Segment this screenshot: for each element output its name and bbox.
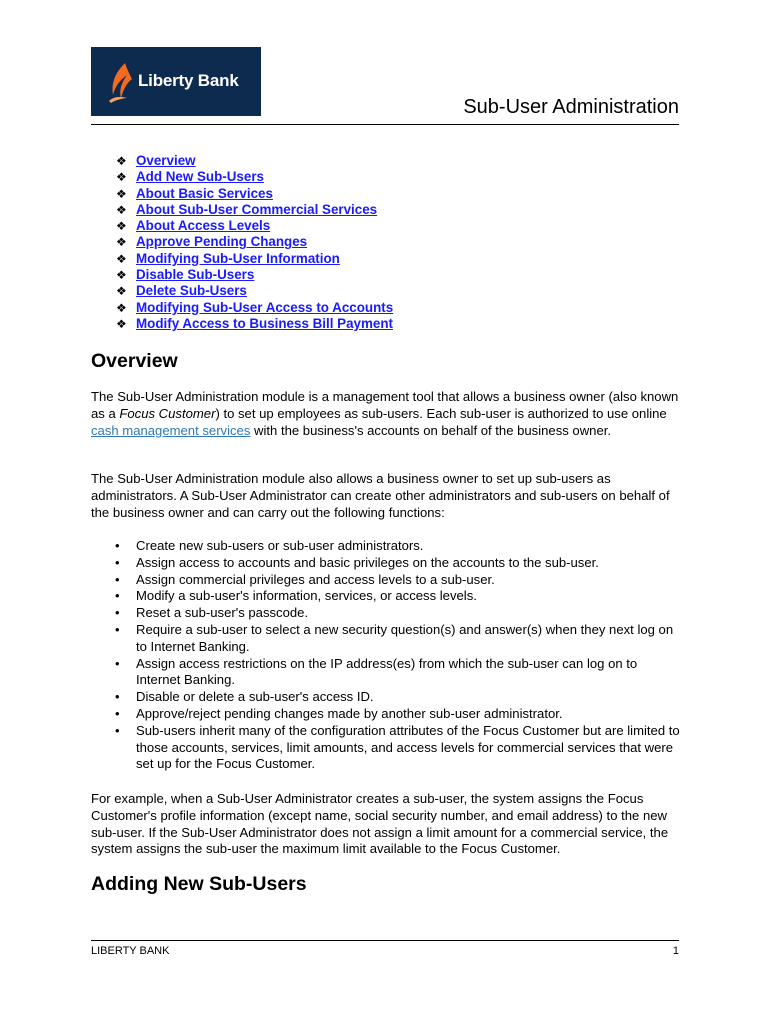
document-title: Sub-User Administration [463,96,679,118]
overview-paragraph-3: For example, when a Sub-User Administrator creates a sub-user, the system assigns the Focus Customer's profile information (except name, social security number, and email address) to the new sub-user. If the Sub-User Administrator does not assign a limit amount for a commercial service, the system assigns the sub-user the maximum limit available to the Focus Customer. [91,791,669,857]
diamond-bullet-icon: ❖ [116,202,127,217]
toc-link-overview[interactable]: Overview [136,153,196,168]
list-item: • Assign commercial privileges and access levels to a sub-user. [91,572,683,589]
toc-link-basic-services[interactable]: About Basic Services [136,185,273,201]
text-run: with the business's accounts on behalf of the business owner. [250,422,612,438]
list-item: • Reset a sub-user's passcode. [91,605,683,622]
list-item: • Modify a sub-user's information, services, or access levels. [91,588,683,605]
liberty-bank-logo [91,47,261,116]
page-number: 1 [672,945,679,957]
toc-link-modifying-info[interactable]: Modifying Sub-User Information [136,250,340,266]
toc-link-access-accounts[interactable]: Modifying Sub-User Access to Accounts [136,299,394,315]
toc-item [116,186,393,202]
toc-item [116,316,393,332]
list-item: • Create new sub-users or sub-user administrators. [91,538,683,555]
footer-bank-name: LIBERTY BANK [91,945,170,957]
flame-logo-icon [105,61,133,103]
diamond-bullet-icon: ❖ [116,316,127,331]
footer-divider [91,940,679,941]
toc-link-delete[interactable]: Delete Sub-Users [136,283,247,299]
title-divider [91,124,679,125]
list-item: • Assign access restrictions on the IP address(es) from which the sub-user can log on to Internet Banking. [91,656,683,690]
table-of-contents [116,153,393,332]
overview-heading: Overview [91,350,178,372]
diamond-bullet-icon: ❖ [116,186,127,201]
toc-item [116,300,393,316]
toc-item [116,153,393,169]
text-run: The Sub-User Administration module is a management tool that allows a business owner (also known as a [91,389,679,421]
toc-link-approve-pending[interactable]: Approve Pending Changes [136,234,308,250]
toc-item [116,251,393,267]
list-item: • Assign access to accounts and basic privileges on the accounts to the sub-user. [91,555,683,572]
adding-sub-users-heading: Adding New Sub-Users [91,873,307,895]
overview-paragraph-2: The Sub-User Administration module also allows a business owner to set up sub-users as administrators. A Sub-User Administrator can create other administrators and sub-users on behalf of the business owner and can carry out the following functions: [91,471,670,520]
toc-item [116,218,393,234]
cash-management-link[interactable]: cash management services [91,422,251,438]
toc-link-add-new-sub-users[interactable]: Add New Sub-Users [136,169,264,185]
toc-item [116,234,393,250]
diamond-bullet-icon: ❖ [116,219,127,234]
list-item: • Approve/reject pending changes made by another sub-user administrator. [91,706,683,723]
functions-list [91,538,683,773]
list-item: • Require a sub-user to select a new security question(s) and answer(s) when they next log on to Internet Banking. [91,622,683,656]
toc-item [116,283,393,299]
diamond-bullet-icon: ❖ [116,235,127,250]
diamond-bullet-icon: ❖ [116,268,127,283]
diamond-bullet-icon: ❖ [116,170,127,185]
toc-item [116,267,393,283]
toc-link-bill-payment[interactable]: Modify Access to Business Bill Payment [136,315,393,331]
toc-link-disable[interactable]: Disable Sub-Users [136,267,255,283]
overview-paragraph-1 [91,389,683,439]
diamond-bullet-icon: ❖ [116,300,127,315]
diamond-bullet-icon: ❖ [116,154,127,168]
list-item: • Sub-users inherit many of the configuration attributes of the Focus Customer but are limited to those accounts, services, limit amounts, and access levels for commercial services that were set up for the Focus Customer. [91,723,683,773]
toc-link-commercial-services[interactable]: About Sub-User Commercial Services [136,201,378,217]
logo-text: Liberty Bank [138,71,239,90]
focus-customer-emphasis: Focus Customer [119,405,216,421]
text-run: ) to set up employees as sub-users. Each sub-user is authorized to use online [215,405,667,421]
diamond-bullet-icon: ❖ [116,251,127,266]
toc-item [116,169,393,185]
diamond-bullet-icon: ❖ [116,284,127,299]
toc-item [116,202,393,218]
toc-link-access-levels[interactable]: About Access Levels [136,218,271,234]
list-item: • Disable or delete a sub-user's access ID. [91,689,683,706]
